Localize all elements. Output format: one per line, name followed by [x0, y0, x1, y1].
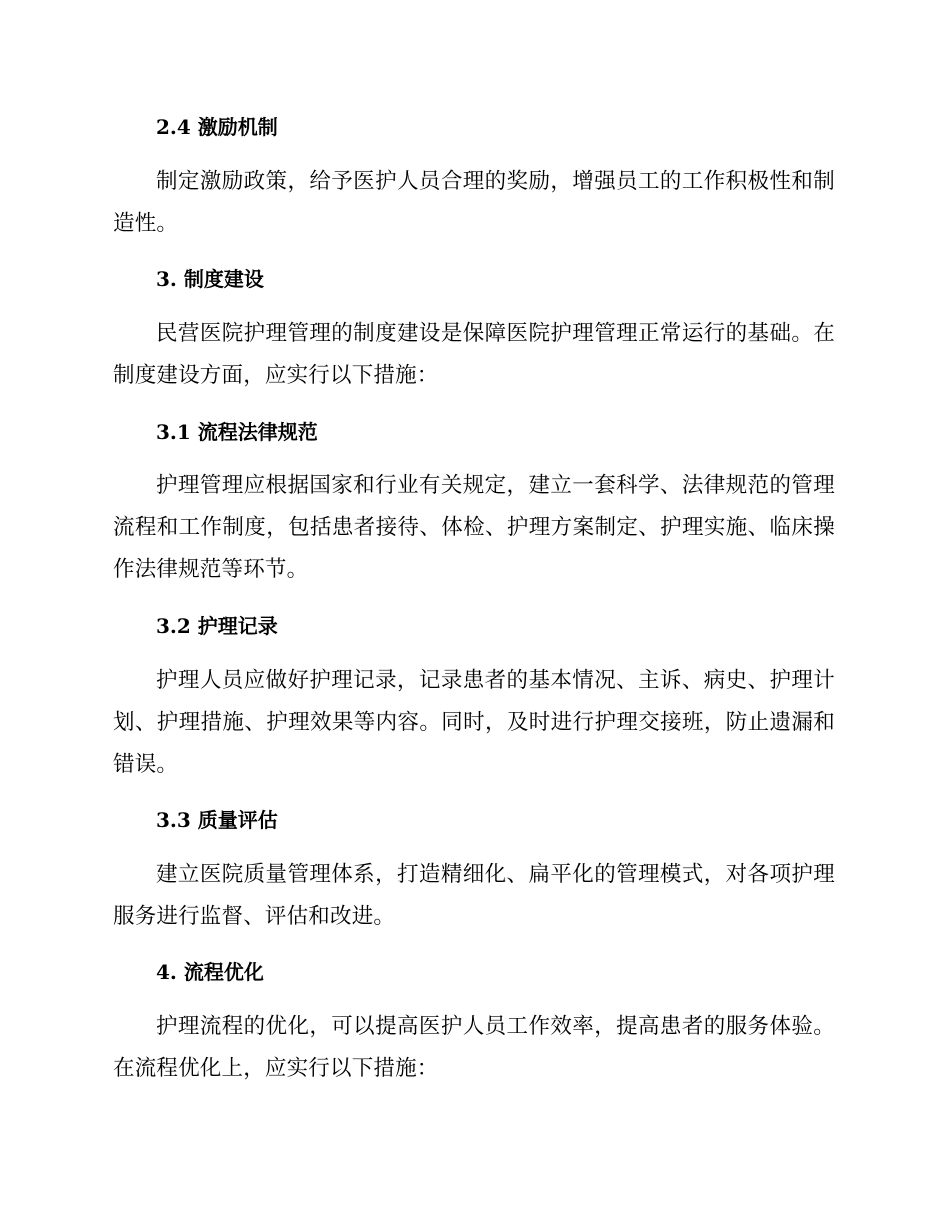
section-paragraph-3: 民营医院护理管理的制度建设是保障医院护理管理正常运行的基础。在制度建设方面，应实行以下措施： [113, 321, 835, 388]
section-paragraph-4: 护理流程的优化，可以提高医护人员工作效率，提高患者的服务体验。在流程优化上，应实行以下措施： [113, 1014, 835, 1081]
section-paragraph-3-3: 建立医院质量管理体系，打造精细化、扁平化的管理模式，对各项护理服务进行监督、评估和改进。 [113, 862, 835, 929]
section-heading-3-3: 3.3 质量评估 [156, 808, 278, 832]
section-heading-3: 3. 制度建设 [156, 267, 264, 291]
section-heading-4: 4. 流程优化 [156, 960, 264, 984]
section-paragraph-2-4: 制定激励政策，给予医护人员合理的奖励，增强员工的工作积极性和制造性。 [113, 169, 835, 236]
section-heading-3-2: 3.2 护理记录 [156, 614, 278, 638]
section-paragraph-3-2: 护理人员应做好护理记录，记录患者的基本情况、主诉、病史、护理计划、护理措施、护理效果等内容。同时，及时进行护理交接班，防止遗漏和错误。 [113, 668, 835, 777]
section-paragraph-3-1: 护理管理应根据国家和行业有关规定，建立一套科学、法律规范的管理流程和工作制度，包括患者接待、体检、护理方案制定、护理实施、临床操作法律规范等环节。 [113, 473, 835, 582]
section-heading-3-1: 3.1 流程法律规范 [156, 420, 318, 444]
section-heading-2-4: 2.4 激励机制 [156, 115, 278, 139]
